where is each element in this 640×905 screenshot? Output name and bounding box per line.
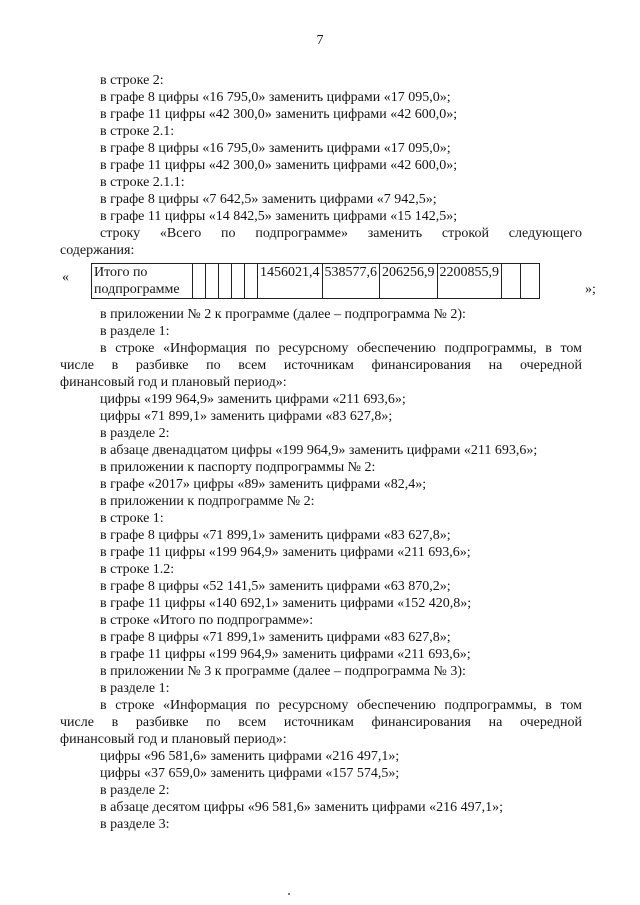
- text-line: в строке 2.1.1:: [100, 175, 185, 190]
- amendments-section-subprogram-2-3: [60, 306, 582, 833]
- text-line: финансовый год и плановый период»:: [60, 375, 287, 390]
- text-line: в строке 1.2:: [100, 562, 175, 577]
- empty-cell: [193, 264, 206, 299]
- text-line: содержания:: [60, 243, 135, 258]
- value-cell: 206256,9: [380, 264, 438, 299]
- empty-cell: [245, 264, 258, 299]
- text-line: в графе 8 цифры «52 141,5» заменить цифрами «63 870,2»;: [100, 579, 451, 594]
- replacement-row-table: [91, 263, 540, 299]
- text-line: в строке «Итого по подпрограмме»:: [100, 613, 314, 628]
- text-line: в строке «Информация по ресурсному обеспечению подпрограммы, в том: [100, 341, 582, 356]
- text-line: в приложении к паспорту подпрограммы № 2:: [100, 460, 376, 475]
- page-number: 7: [316, 33, 324, 48]
- text-line: в графе 11 цифры «140 692,1» заменить цифрами «152 420,8»;: [100, 596, 472, 611]
- text-line: в графе 11 цифры «199 964,9» заменить цифрами «211 693,6»;: [100, 647, 471, 662]
- text-line: в графе 8 цифры «16 795,0» заменить цифрами «17 095,0»;: [100, 90, 451, 105]
- scan-speck: [288, 893, 290, 895]
- text-line: в графе 11 цифры «199 964,9» заменить цифрами «211 693,6»;: [100, 545, 471, 560]
- text-line: в разделе 1:: [100, 324, 170, 339]
- text-line: в графе 8 цифры «7 642,5» заменить цифрами «7 942,5»;: [100, 192, 437, 207]
- row-label: Итого по подпрограмме: [94, 265, 180, 297]
- text-line: в строке 2:: [100, 73, 164, 88]
- empty-cell: [219, 264, 232, 299]
- empty-cell: [232, 264, 245, 299]
- text-line: в разделе 2:: [100, 426, 170, 441]
- text-line: финансовый год и плановый период»:: [60, 732, 287, 747]
- table-row: [92, 264, 540, 299]
- text-line: в графе 8 цифры «16 795,0» заменить цифрами «17 095,0»;: [100, 141, 451, 156]
- text-line: в приложении к подпрограмме № 2:: [100, 494, 315, 509]
- text-line: в графе 8 цифры «71 899,1» заменить цифрами «83 627,8»;: [100, 630, 451, 645]
- empty-cell: [502, 264, 521, 299]
- text-line: в разделе 2:: [100, 783, 170, 798]
- text-line: цифры «37 659,0» заменить цифрами «157 574,5»;: [100, 766, 400, 781]
- amendments-section-subprogram-1: [60, 72, 582, 259]
- row-label-cell: [92, 264, 193, 299]
- empty-cell: [206, 264, 219, 299]
- text-line: числе в разбивке по всем источникам финансирования на очередной: [60, 715, 582, 730]
- text-line: в строке 1:: [100, 511, 164, 526]
- text-line: в графе 11 цифры «42 300,0» заменить цифрами «42 600,0»;: [100, 158, 458, 173]
- text-line: строку «Всего по подпрограмме» заменить строкой следующего: [100, 226, 582, 241]
- empty-cell: [521, 264, 540, 299]
- text-line: цифры «71 899,1» заменить цифрами «83 627,8»;: [100, 409, 393, 424]
- text-line: в абзаце двенадцатом цифры «199 964,9» заменить цифрами «211 693,6»;: [100, 443, 538, 458]
- text-line: в абзаце десятом цифры «96 581,6» заменить цифрами «216 497,1»;: [100, 800, 504, 815]
- text-line: в приложении № 3 к программе (далее – подпрограмма № 3):: [100, 664, 466, 679]
- row-quote-close: »;: [585, 282, 596, 297]
- text-line: в разделе 3:: [100, 817, 170, 832]
- text-line: в графе 11 цифры «14 842,5» заменить цифрами «15 142,5»;: [100, 209, 458, 224]
- text-line: в строке 2.1:: [100, 124, 175, 139]
- value-cell: 1456021,4: [258, 264, 323, 299]
- text-line: в строке «Информация по ресурсному обеспечению подпрограммы, в том: [100, 698, 582, 713]
- value-cell: 2200855,9: [437, 264, 502, 299]
- text-line: в графе 8 цифры «71 899,1» заменить цифрами «83 627,8»;: [100, 528, 451, 543]
- row-quote-open: «: [62, 270, 69, 285]
- text-line: в графе 11 цифры «42 300,0» заменить цифрами «42 600,0»;: [100, 107, 458, 122]
- text-line: в разделе 1:: [100, 681, 170, 696]
- text-line: в графе «2017» цифры «89» заменить цифрами «82,4»;: [100, 477, 427, 492]
- text-line: цифры «199 964,9» заменить цифрами «211 693,6»;: [100, 392, 406, 407]
- value-cell: 538577,6: [322, 264, 380, 299]
- text-line: цифры «96 581,6» заменить цифрами «216 497,1»;: [100, 749, 400, 764]
- text-line: числе в разбивке по всем источникам финансирования на очередной: [60, 358, 582, 373]
- text-line: в приложении № 2 к программе (далее – подпрограмма № 2):: [100, 307, 466, 322]
